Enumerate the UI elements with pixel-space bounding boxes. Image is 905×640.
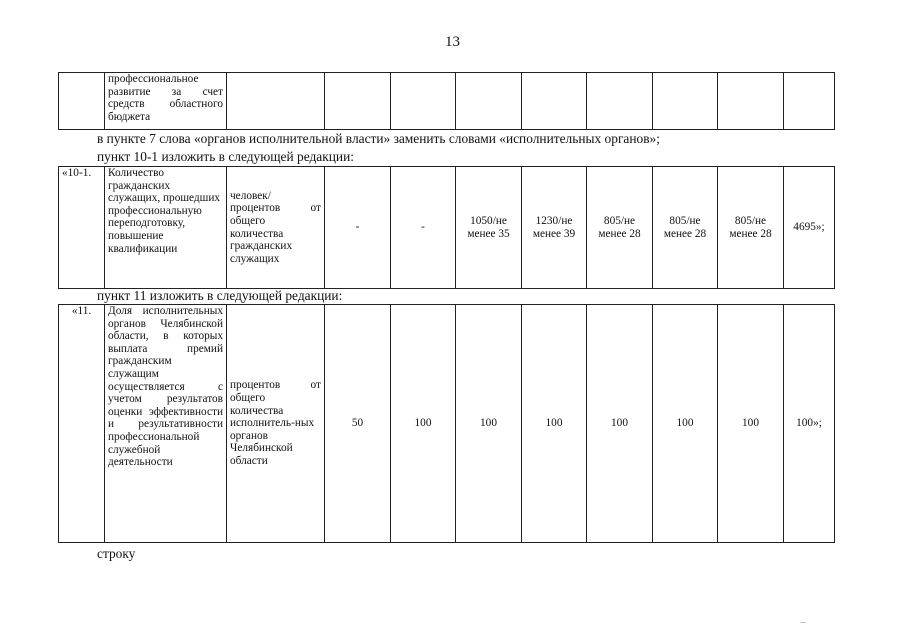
value-cell: 100 [522, 305, 587, 543]
scan-speck [800, 622, 806, 623]
value-cell: 4695»; [784, 167, 835, 289]
row-number-cell [59, 73, 105, 130]
indicator-cell: Доля исполнительных органов Челябинской области, в которых выплата премий гражданским служащим осуществляется с учетом результатов оценки эффективности и результативности профессиональной служебной деятельности [105, 305, 227, 543]
indicator-cell: профессиональное развитие за счет средств областного бюджета [105, 73, 227, 130]
value-cell: 100 [718, 305, 784, 543]
value-cell: 1230/не менее 39 [522, 167, 587, 289]
value-cell: 100 [391, 305, 456, 543]
paragraph-item-11: пункт 11 изложить в следующей редакции: [97, 288, 343, 303]
value-cell [587, 73, 653, 130]
value-cell [784, 73, 835, 130]
value-cell: 100»; [784, 305, 835, 543]
value-cell [325, 73, 391, 130]
unit-cell: человек/ процентов от общего количества гражданских служащих [227, 167, 325, 289]
value-cell [718, 73, 784, 130]
table-item-11 [58, 304, 835, 543]
table-fragment-top [58, 72, 835, 130]
indicator-cell: Количество гражданских служащих, прошедших профессиональную переподготовку, повышение квалификации [105, 167, 227, 289]
page-number: 13 [445, 34, 460, 50]
value-cell: - [325, 167, 391, 289]
value-cell: 100 [456, 305, 522, 543]
paragraph-item-10-1: пункт 10-1 изложить в следующей редакции: [97, 149, 354, 164]
value-cell [391, 73, 456, 130]
value-cell [653, 73, 718, 130]
value-cell [456, 73, 522, 130]
row-number-cell: «11. [59, 305, 105, 543]
value-cell: 100 [587, 305, 653, 543]
row-number-cell: «10-1. [59, 167, 105, 289]
unit-cell: процентов от общего количества исполнитель-ных органов Челябинской области [227, 305, 325, 543]
value-cell: 100 [653, 305, 718, 543]
value-cell: 805/не менее 28 [587, 167, 653, 289]
value-cell: 50 [325, 305, 391, 543]
value-cell: - [391, 167, 456, 289]
unit-cell [227, 73, 325, 130]
paragraph-item-7: в пункте 7 слова «органов исполнительной власти» заменить словами «исполнительных органов»; [97, 131, 660, 146]
value-cell [522, 73, 587, 130]
value-cell: 805/не менее 28 [653, 167, 718, 289]
paragraph-stroku: строку [97, 546, 136, 561]
table-item-10-1 [58, 166, 835, 289]
value-cell: 1050/не менее 35 [456, 167, 522, 289]
value-cell: 805/не менее 28 [718, 167, 784, 289]
